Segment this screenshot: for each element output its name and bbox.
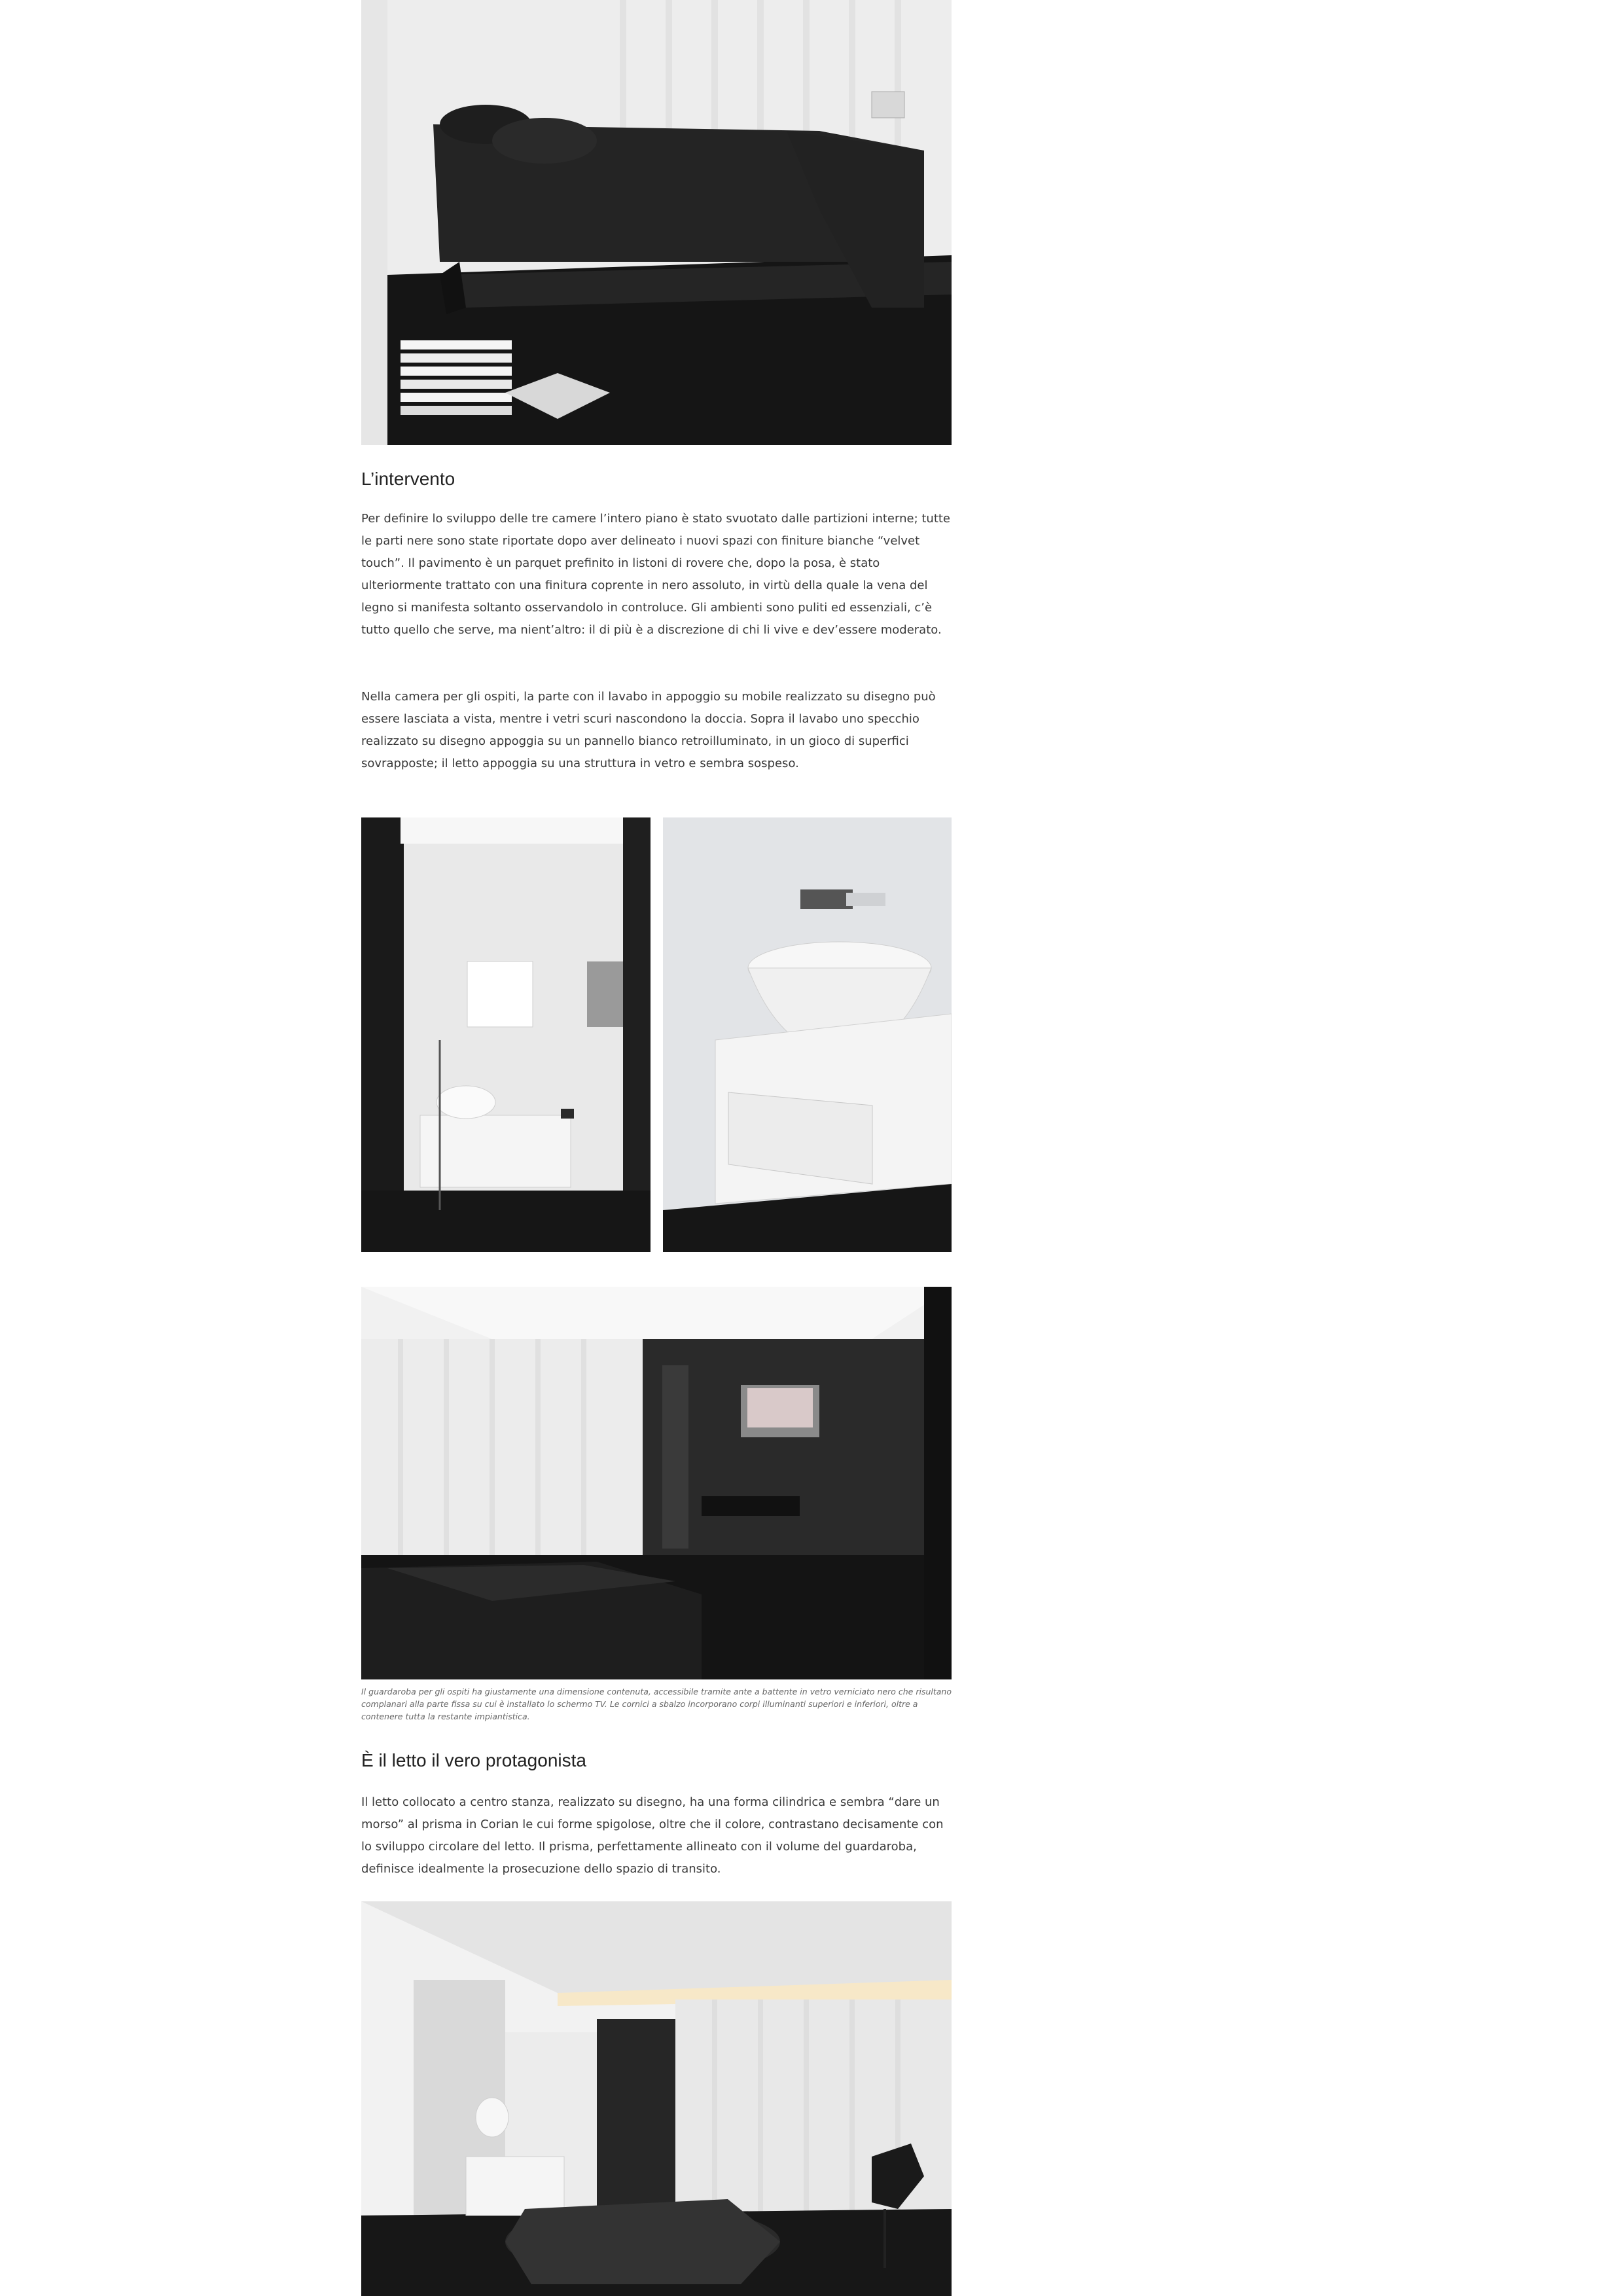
photo-guest-bedroom-wardrobe [361,1287,952,1679]
paragraph-intervento-2: Nella camera per gli ospiti, la parte con il lavabo in appoggio su mobile realizzato su disegno può essere lasciata a vista, mentre i vetri scuri nascondono la doccia. Sopra il lavabo uno specchio realizzato su disegno appoggia su un pannello bianco retroilluminato, in un gioco di superfici sovrapposte; il letto appoggia su una struttura in vetro e sembra sospeso. [361,690,936,770]
photo-washbasin-detail [663,817,952,1252]
paragraph-letto-1: Il letto collocato a centro stanza, realizzato su disegno, ha una forma cilindrica e sembra “dare un morso” al prisma in Corian le cui forme spigolose, oltre che il colore, contrastano decisamente con lo sviluppo circolare del letto. Il prisma, perfettamente allineato con il volume del guardaroba, definisce idealmente la prosecuzione dello spazio di transito. [361,1795,944,1876]
photo-suspended-bed [361,0,952,445]
photo-master-bedroom [361,1901,952,2296]
section-heading-letto: È il letto il vero protagonista [361,1750,586,1770]
photo-guest-bathroom [361,817,651,1252]
photo-caption-guest-room: Il guardaroba per gli ospiti ha giustamente una dimensione contenuta, accessibile tramite ante a battente in vetro verniciato nero che risultano complanari alla parte fissa su cui è installato lo schermo TV. Le cornici a sbalzo incorporano corpi illuminanti superiori e inferiori, oltre a contenere tutta la restante impiantistica. [361,1687,952,1721]
section-heading-intervento: L’intervento [361,469,455,489]
paragraph-intervento-1: Per definire lo sviluppo delle tre camere l’intero piano è stato svuotato dalle partizioni interne; tutte le parti nere sono state riportate dopo aver delineato i nuovi spazi con finiture bianche “velvet touch”. Il pavimento è un parquet prefinito in listoni di rovere che, dopo la posa, è stato ulteriormente trattato con una finitura coprente in nero assoluto, in virtù della quale la vena del legno si manifesta soltanto osservandolo in controluce. Gli ambienti sono puliti ed essenziali, c’è tutto quello che serve, ma nient’altro: il di più è a discrezione di chi li vive e dev’essere moderato. [361,512,951,637]
